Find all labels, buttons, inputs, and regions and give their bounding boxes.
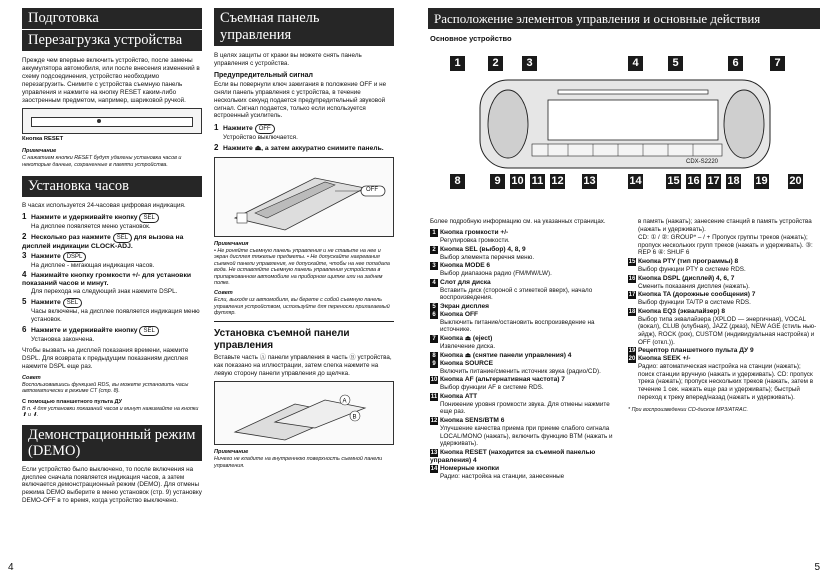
clock-after: Чтобы вызвать на дисплей показания времени, нажмите DSPL. Для возврата к предыдущим показаниям дисплея нажмите DSPL еще раз. <box>22 347 189 371</box>
callout-17: 17 <box>707 175 720 187</box>
remote-text: В п. 4 для установки показаний часов и минут нажимайте на кнопки ⬆ и ⬇. <box>22 405 199 419</box>
off-label: OFF <box>366 187 378 194</box>
attach-title: Установка съемной панели управления <box>214 327 350 351</box>
clock-steps <box>22 213 202 343</box>
callout-6: 6 <box>728 56 743 71</box>
list-item: 1 Кнопка громкости +/- <box>430 229 620 237</box>
panel-tip: Если, выходя из автомобиля, вы берете с собой съемную панель управления устройством, используйте для переноски прилагаемый футляр. <box>214 297 390 317</box>
right-column-2 <box>628 218 818 417</box>
list-item: 7 Кнопка ⏏ (eject) <box>430 335 620 343</box>
list-item: 2 Кнопка SEL (выбор) 4, 8, 9 <box>430 246 620 254</box>
clock-step-sub: Установка закончена. <box>31 335 95 343</box>
callout-18: 18 <box>727 175 740 187</box>
item-list-1 <box>430 229 620 480</box>
reset-title: Перезагрузка устройства <box>22 30 202 51</box>
list-item: 5 Экран дисплея <box>430 303 620 311</box>
callout-5: 5 <box>668 56 683 71</box>
demo-text: Если устройство было выключено, то после включения на дисплее сначала появляется индикация часов, а затем включается демонстрационный режим (DEMO). Для отмены режима DEMO выберите в меню установок (стр. 9) установку DEMO-OFF в то время, когда устройство выключено. <box>22 465 202 505</box>
right-intro: Более подробную информацию см. на указанных страницах. <box>430 218 606 225</box>
right-title: Расположение элементов управления и основные действия <box>428 8 820 29</box>
item-desc: Вставить диск (стороной с этикеткой вверх), начало воспроизведения. <box>440 286 593 302</box>
callout-14: 14 <box>629 175 642 187</box>
item-desc: Регулировка громкости. <box>440 236 510 244</box>
item-desc: CD: ① / ②: GROUP* – / + Пропуск группы треков (нажать); пропуск нескольких групп треков (нажать и удерживать). ③: REP 6 ④: SHUF 6 <box>638 234 813 257</box>
callout-12: 12 <box>551 175 564 187</box>
list-item: 15 Кнопка PTY (тип программы) 8 <box>628 257 739 265</box>
panel-intro: В целях защиты от кражи вы можете снять панель управления с устройства. <box>214 52 362 67</box>
clock-step: 1 Нажмите и удерживайте кнопку SEL <box>22 213 202 223</box>
item-desc: Сменить показания дисплея (нажать). <box>638 282 750 290</box>
unit-diagram <box>428 48 822 214</box>
panel-step: 2 Нажмите ⏏, а затем аккуратно снимите панель. <box>214 143 384 153</box>
list-item: 18 Кнопка EQ3 (эквалайзер) 8 <box>628 307 726 315</box>
clock-title: Установка часов <box>22 176 202 197</box>
reset-note-title: Примечание <box>22 148 57 155</box>
item-desc: Радио: настройка на станции, занесенные <box>440 472 565 480</box>
list-item: 14 Номерные кнопки <box>430 464 500 472</box>
callout-19: 19 <box>755 175 768 187</box>
model-label: CDX-S2220 <box>686 159 719 165</box>
svg-text:B: B <box>352 414 357 421</box>
clock-step-sub: Для перехода на следующий знак нажмите DSPL. <box>31 288 178 296</box>
item-desc: Выключить питание/остановить воспроизведение на источнике. <box>440 318 595 334</box>
item-desc: Выбор элемента перечня меню. <box>440 253 535 261</box>
demo-title: Демонстрационный режим (DEMO) <box>22 425 202 461</box>
item-desc: Выбор функции TA/TP в системе RDS. <box>638 299 751 307</box>
item-desc: Улучшение качества приема при приеме слабого сигнала LOCAL/MONO (нажать), включить функцию BTM (нажать и удерживать). <box>440 425 613 448</box>
main-unit-label: Основное устройство <box>430 34 512 43</box>
clock-step: 4 Нажимайте кнопку громкости +/- для установки показаний часов и минут. <box>22 270 192 288</box>
clock-tip-title: Совет <box>22 375 41 381</box>
attach-text: Вставьте часть Ⓐ панели управления в часть Ⓑ устройства, как показано на иллюстрации, затем слегка нажмите на левую сторону панели управления до щелчка. <box>214 353 392 377</box>
list-item: 12 Кнопка SENS/BTM 6 <box>430 417 505 425</box>
remote-title: С помощью планшетного пульта ДУ <box>22 398 123 405</box>
left-column-1 <box>22 8 202 508</box>
list-item: 4 Слот для диска <box>430 279 620 287</box>
item-desc: Выбор функции PTY в системе RDS. <box>638 265 746 273</box>
list-item: 20 Кнопка SEEK +/- <box>628 355 691 363</box>
clock-step: 3 Нажмите DSPL <box>22 252 202 262</box>
callout-16: 16 <box>687 175 700 187</box>
clock-step: 5 Нажмите SEL <box>22 298 202 308</box>
item-desc: Включить питание/сменить источник звука (радио/CD). <box>440 367 601 375</box>
footnote: * При воспроизведении CD-дисков MP3/ATRAC. <box>628 407 748 414</box>
clock-step: 6 Нажмите и удерживайте кнопку SEL <box>22 326 202 336</box>
warn-title: Предупредительный сигнал <box>214 71 313 79</box>
item-desc: Радио: автоматическая настройка на станции (нажать); поиск станции вручную (нажать и удерживать). CD: пропуск трека (нажать); пропуск нескольких треков (нажать, затем в течение 1 сек. нажать еще раз и удерживать); быстрый переход к треку вперед/назад (нажать и удерживать). <box>638 363 814 401</box>
list-item: 19 Рецептор планшетного пульта ДУ 9 <box>628 347 754 355</box>
list-item: 11 Кнопка ATT <box>430 392 478 400</box>
warn-text: Если вы повернули ключ зажигания в положение OFF и не сняли панель управления с устройства, в течение нескольких секунд подается предупредительный звуковой сигнал. Сигнал подается, только если используется встроенный усилитель. <box>214 80 387 120</box>
item-list-2 <box>628 218 818 401</box>
panel-step-sub: Устройство выключается. <box>223 134 298 142</box>
clock-step-sub: На дисплее - мигающая индикация часов. <box>31 261 155 269</box>
callout-2: 2 <box>488 56 503 71</box>
item-desc: Извлечение диска. <box>440 343 496 351</box>
right-page-number: 5 <box>814 562 820 573</box>
panel-notes: • Не роняйте съемную панель управления и не ставьте на нее и экран дисплея тяжелые предметы. • Не допускайте нагревания съемной панели управления, не допускайте, чтобы на нее попадала вода. Не оставляйте съемную панель управления устройства в припаркованном автомобиле на приборном щитке или на заднем полке. <box>214 248 390 287</box>
callout-10: 10 <box>511 175 524 187</box>
attach-note-title: Примечание <box>214 449 249 456</box>
list-item: 9 Кнопка SOURCE <box>430 360 620 368</box>
callout-7: 7 <box>770 56 785 71</box>
item-desc: в память (нажать); занесение станций в память устройства (нажать и удерживать). <box>638 218 812 233</box>
reset-illustration <box>22 108 202 134</box>
list-item: 10 Кнопка AF (альтернативная частота) 7 <box>430 376 565 384</box>
prep-title: Подготовка <box>22 8 202 30</box>
callout-20: 20 <box>789 175 802 187</box>
callout-1: 1 <box>450 56 465 71</box>
item-desc: Выбор типа эквалайзера (XPLOD — энергичная), VOCAL (вокал), CLUB (клубная), JAZZ (джаз), NEW AGE (стиль нью-эйдж), ROCK (рок), CUSTOM (индивидуальная настройка) и OFF (откл.)). <box>638 315 817 346</box>
clock-tip: Воспользовавшись функцией RDS, вы можете установить часы автоматически в режиме CT (стр. 8). <box>22 382 189 395</box>
list-item: 6 Кнопка OFF <box>430 311 620 319</box>
panel-notes-title: Примечания <box>214 241 249 248</box>
clock-step: 2 Несколько раз нажмите SEL для вызова на дисплей индикации CLOCK-ADJ. <box>22 231 184 250</box>
callout-13: 13 <box>583 175 596 187</box>
panel-tip-title: Совет <box>214 290 233 297</box>
callout-4: 4 <box>628 56 643 71</box>
clock-intro: В часах используется 24-часовая цифровая индикация. <box>22 202 186 210</box>
panel-title: Съемная панель управления <box>214 8 394 46</box>
callout-11: 11 <box>531 175 544 187</box>
reset-text: Прежде чем впервые включить устройство, после замены аккумулятора автомобиля, или после внесения изменений в схему подсоединения, устройство необходимо перезагрузить. Снимите с устройства съемную панель управления и нажмите на кнопку RESET каким-либо заостренным предметом, например, шариковой ручкой. <box>22 57 200 104</box>
clock-step-sub: На дисплее появляется меню установок. <box>31 223 151 231</box>
reset-note: С нажатием кнопки RESET будут удалены установка часов и некоторые данные, сохраненные в памяти устройства. <box>22 155 182 168</box>
list-item: 8 Кнопка ⏏ (снятие панели управления) 4 <box>430 352 620 360</box>
callout-8: 8 <box>450 174 465 189</box>
item-desc: Выбор диапазона радио (FM/MW/LW). <box>440 270 552 278</box>
callout-3: 3 <box>522 56 537 71</box>
left-column-2 <box>214 8 394 472</box>
item-desc: Выбор функции AF в системе RDS. <box>440 384 544 392</box>
reset-label: Кнопка RESET <box>22 136 64 143</box>
panel-step: 1 Нажмите OFF <box>214 124 394 134</box>
list-item: 16 Кнопка DSPL (дисплей) 4, 6, 7 <box>628 274 735 282</box>
item-desc: Понижение уровня громкости звука. Для отмены нажмите еще раз. <box>440 400 610 416</box>
panel-removal-illustration <box>214 157 394 237</box>
right-column-1 <box>430 218 620 481</box>
attach-note: Ничего не кладите на внутреннюю поверхность съемной панели управления. <box>214 456 383 469</box>
attach-illustration <box>214 381 394 445</box>
list-item: 17 Кнопка TA (дорожные сообщения) 7 <box>628 291 756 299</box>
callout-9: 9 <box>490 174 505 189</box>
list-item: 3 Кнопка MODE 6 <box>430 262 620 270</box>
callout-15: 15 <box>667 175 680 187</box>
left-page-number: 4 <box>8 562 14 573</box>
clock-step-sub: Часы включены, на дисплее появляется индикация меню установок. <box>31 308 200 323</box>
list-item: 13 Кнопка RESET (находится за съемной панелью управления) 4 <box>430 448 596 464</box>
right-page <box>414 0 828 577</box>
svg-text:A: A <box>342 398 347 405</box>
